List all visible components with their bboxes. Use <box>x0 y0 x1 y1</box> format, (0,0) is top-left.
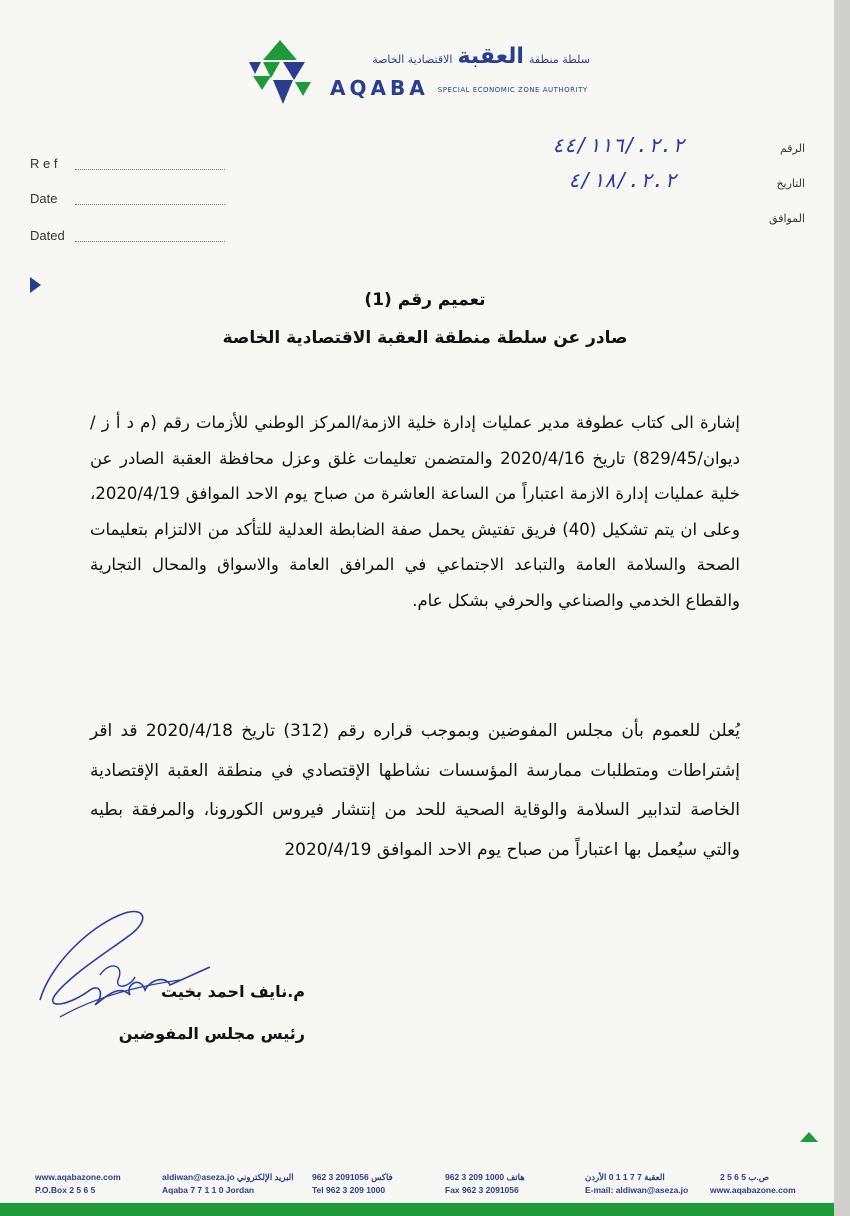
logo-ar-big: العقبة <box>457 44 524 69</box>
signatory-name: م.نايف احمد بخيت <box>160 982 305 1001</box>
footer-pobox-left: P.O.Box 2 5 6 5 <box>35 1185 96 1195</box>
footer-address-en: Aqaba 7 7 1 1 0 Jordan <box>162 1185 255 1195</box>
issuer-title: صادر عن سلطة منطقة العقبة الاقتصادية الخاصة <box>222 328 628 348</box>
ref-dotted-line <box>75 169 225 170</box>
logo-ar-rest: الاقتصادية الخاصة <box>372 53 453 66</box>
logo-en-small: SPECIAL ECONOMIC ZONE AUTHORITY <box>437 86 588 94</box>
footer-fax-en: Fax 962 3 2091056 <box>445 1185 519 1195</box>
page-edge <box>834 0 850 1216</box>
date-dotted-line <box>75 204 225 205</box>
footer-tel-ar: 962 3 209 1000 هاتف <box>445 1172 525 1182</box>
logo-arabic-text <box>330 44 590 70</box>
dated-dotted-line <box>75 241 225 242</box>
footer-web-left: www.aqabazone.com <box>35 1172 121 1182</box>
handwritten-signature <box>30 905 230 1035</box>
paragraph-2: يُعلن للعموم بأن مجلس المفوضين وبموجب قراره رقم (312) تاريخ 2020/4/18 قد اقر إشتراطات ومتطلبات ممارسة المؤسسات نشاطها الإقتصادي في منطقة العقبة الإقتصادية الخاصة لتدابير السلامة والوقاية الصحية للحد من إنتشار فيروس الكورونا، والمرفقة بطيه والتي سيُعمل بها اعتباراً من صباح يوم الاحد الموافق 2020/4/19 <box>90 721 741 860</box>
aqaba-logo-icon <box>245 38 315 106</box>
circular-title: تعميم رقم (1) <box>364 290 486 310</box>
footer-web-right: www.aqabazone.com <box>710 1185 796 1195</box>
number-label: الرقم <box>779 142 805 155</box>
date-handwritten: ٢.٢./٤/١٨ <box>568 168 677 192</box>
footer-email-ar: aldiwan@aseza.jo البريد الإلكتروني <box>162 1172 294 1182</box>
date-field <box>30 191 57 206</box>
corresponding-label: الموافق <box>769 212 805 225</box>
footer-pobox-ar: 2 5 6 5 ص.ب <box>720 1172 769 1182</box>
paragraph-1: إشارة الى كتاب عطوفة مدير عمليات إدارة خلية الازمة/المركز الوطني للأزمات رقم (م د أ ز /ديوان/829/45) تاريخ 2020/4/16 والمتضمن تعليمات غلق وعزل محافظة العقبة الصادر عن خلية عمليات إدارة الازمة اعتباراً من الساعة العاشرة من صباح يوم الاحد الموافق 2020/4/19، وعلى ان يتم تشكيل (40) فريق تفتيش يحمل صفة الضابطة العدلية للتأكد من الالتزام بتعليمات الصحة والسلامة العامة والتباعد الاجتماعي في المرافق العامة والاسواق والمحال التجارية والقطاع الخدمي والصناعي والحرفي بشكل عام. <box>90 413 740 610</box>
footer-green-bar <box>0 1203 834 1216</box>
logo-english-text <box>330 76 588 100</box>
footer <box>0 1168 834 1204</box>
logo-en-big: AQABA <box>330 76 429 100</box>
dated-label: Dated <box>30 228 65 243</box>
signatory-title: رئيس مجلس المفوضين <box>118 1024 305 1043</box>
date-label: Date <box>30 191 58 206</box>
footer-fax-ar: 962 3 2091056 فاكس <box>312 1172 393 1182</box>
dated-field <box>30 228 65 243</box>
green-triangle-icon <box>800 1132 818 1142</box>
date-label-ar: التاريخ <box>776 177 805 190</box>
footer-email-en: E-mail: aldiwan@aseza.jo <box>585 1185 689 1195</box>
ref-label: R e f <box>30 156 58 171</box>
ref-field <box>30 156 57 171</box>
number-handwritten: ٢.٢./٤٤/١١٦ <box>552 133 685 157</box>
logo-ar-small: سلطة منطقة <box>529 53 590 66</box>
footer-address-ar: العقبة 7 7 1 1 0 الأردن <box>585 1172 665 1182</box>
footer-tel-en: Tel 962 3 209 1000 <box>312 1185 386 1195</box>
